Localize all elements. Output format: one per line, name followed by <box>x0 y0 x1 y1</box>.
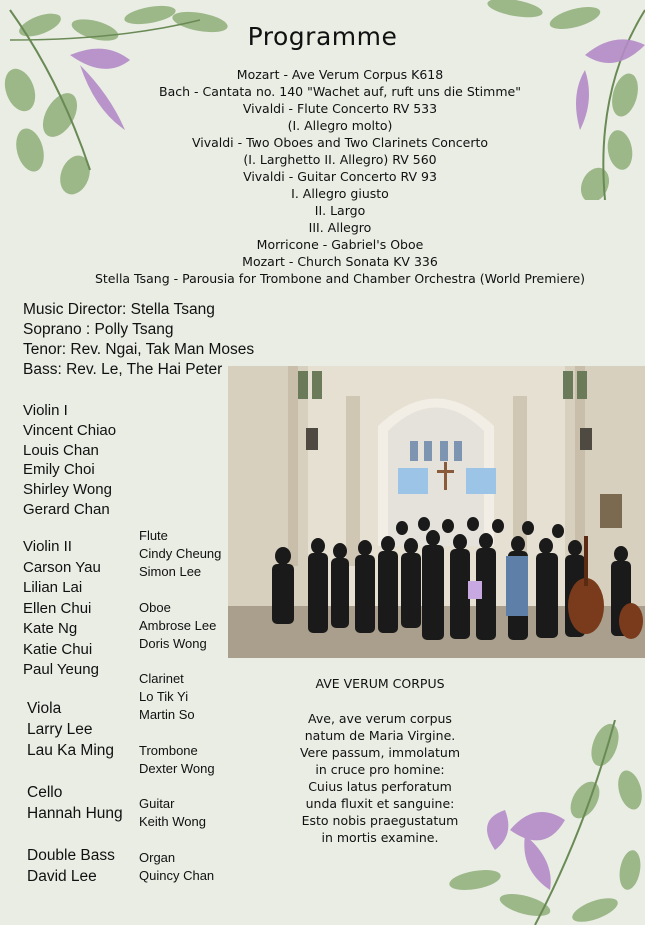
section-oboe <box>139 599 216 653</box>
programme-item: Stella Tsang - Parousia for Trombone and Chamber Orchestra (World Premiere) <box>94 271 586 286</box>
programme-item: II. Largo <box>314 203 366 218</box>
section-heading: Viola <box>27 700 62 717</box>
programme-item: Mozart - Ave Verum Corpus K618 <box>236 67 444 82</box>
member-name: Ambrose Lee <box>139 618 217 633</box>
lyric-line: Cuius latus perforatum <box>308 779 452 794</box>
lyric-line: unda fluxit et sanguine: <box>305 796 455 811</box>
member-name: Lilian Lai <box>23 579 83 596</box>
section-heading: Guitar <box>139 796 175 811</box>
member-name: Emily Choi <box>23 461 95 479</box>
lyric-line: Vere passum, immolatum <box>299 745 461 760</box>
section-heading: Trombone <box>139 743 198 758</box>
lyric-line: in cruce pro homine: <box>315 762 445 777</box>
programme-item: Bach - Cantata no. 140 "Wachet auf, ruft uns die Stimme" <box>159 84 521 99</box>
section-double-bass <box>27 845 115 887</box>
programme-list <box>40 66 640 287</box>
member-name: David Lee <box>27 868 97 885</box>
ave-verum-title: AVE VERUM CORPUS <box>315 676 445 691</box>
programme-item: Morricone - Gabriel's Oboe <box>256 237 424 252</box>
section-cello <box>27 782 123 824</box>
page-title: Programme <box>247 22 398 51</box>
section-heading: Clarinet <box>139 671 184 686</box>
orchestra-group-photo <box>228 366 645 658</box>
member-name: Doris Wong <box>139 636 207 651</box>
section-heading: Violin II <box>23 538 72 555</box>
member-name: Katie Chui <box>23 640 93 658</box>
member-name: Larry Lee <box>27 721 93 738</box>
lyric-line: Ave, ave verum corpus <box>308 711 452 726</box>
member-name: Quincy Chan <box>139 868 215 883</box>
lead-performers <box>23 300 254 380</box>
member-name: Hannah Hung <box>27 805 123 822</box>
programme-item: I. Allegro giusto <box>291 186 389 201</box>
lyric-line: in mortis examine. <box>321 830 439 845</box>
member-name: Cindy Cheung <box>139 546 222 561</box>
lead-performer: Music Director: Stella Tsang <box>23 301 215 318</box>
member-name: Kate Ng <box>23 620 78 637</box>
lead-performer: Bass: Rev. Le, The Hai Peter <box>23 361 223 378</box>
section-heading: Oboe <box>139 600 171 615</box>
member-name: Martin So <box>139 707 195 722</box>
member-name: Lau Ka Ming <box>27 742 115 759</box>
section-guitar <box>139 795 206 831</box>
member-name: Vincent Chiao <box>23 421 117 439</box>
programme-item: Vivaldi - Two Oboes and Two Clarinets Concerto <box>191 135 489 150</box>
section-heading: Violin I <box>23 402 68 419</box>
member-name: Shirley Wong <box>23 481 112 499</box>
member-name: Ellen Chui <box>23 599 92 617</box>
member-name: Paul Yeung <box>23 661 99 678</box>
member-name: Gerard Chan <box>23 500 110 518</box>
section-violin-2 <box>23 537 101 681</box>
programme-item: (I. Larghetto II. Allegro) RV 560 <box>243 152 437 167</box>
lead-performer: Tenor: Rev. Ngai, Tak Man Moses <box>23 341 255 358</box>
section-violin-1 <box>23 401 116 520</box>
member-name: Lo Tik Yi <box>139 689 189 704</box>
programme-item: III. Allegro <box>308 220 372 235</box>
member-name: Keith Wong <box>139 814 206 829</box>
lyric-line: natum de Maria Virgine. <box>304 728 456 743</box>
section-heading: Cello <box>27 784 63 801</box>
lyric-line: Esto nobis praegustatum <box>301 813 459 828</box>
programme-item: (I. Allegro molto) <box>287 118 393 133</box>
member-name: Louis Chan <box>23 441 99 459</box>
ave-verum-lyrics <box>290 710 470 846</box>
member-name: Dexter Wong <box>139 761 215 776</box>
section-clarinet <box>139 670 195 724</box>
section-flute <box>139 527 221 581</box>
section-heading: Flute <box>139 528 168 543</box>
section-viola <box>27 698 114 761</box>
lead-performer: Soprano : Polly Tsang <box>23 321 174 338</box>
member-name: Simon Lee <box>139 564 202 579</box>
section-heading: Double Bass <box>27 847 115 864</box>
section-trombone <box>139 742 215 778</box>
member-name: Carson Yau <box>23 558 101 576</box>
programme-item: Vivaldi - Flute Concerto RV 533 <box>242 101 438 116</box>
programme-item: Mozart - Church Sonata KV 336 <box>242 254 438 269</box>
programme-item: Vivaldi - Guitar Concerto RV 93 <box>243 169 437 184</box>
section-heading: Organ <box>139 850 176 865</box>
section-organ <box>139 849 214 885</box>
